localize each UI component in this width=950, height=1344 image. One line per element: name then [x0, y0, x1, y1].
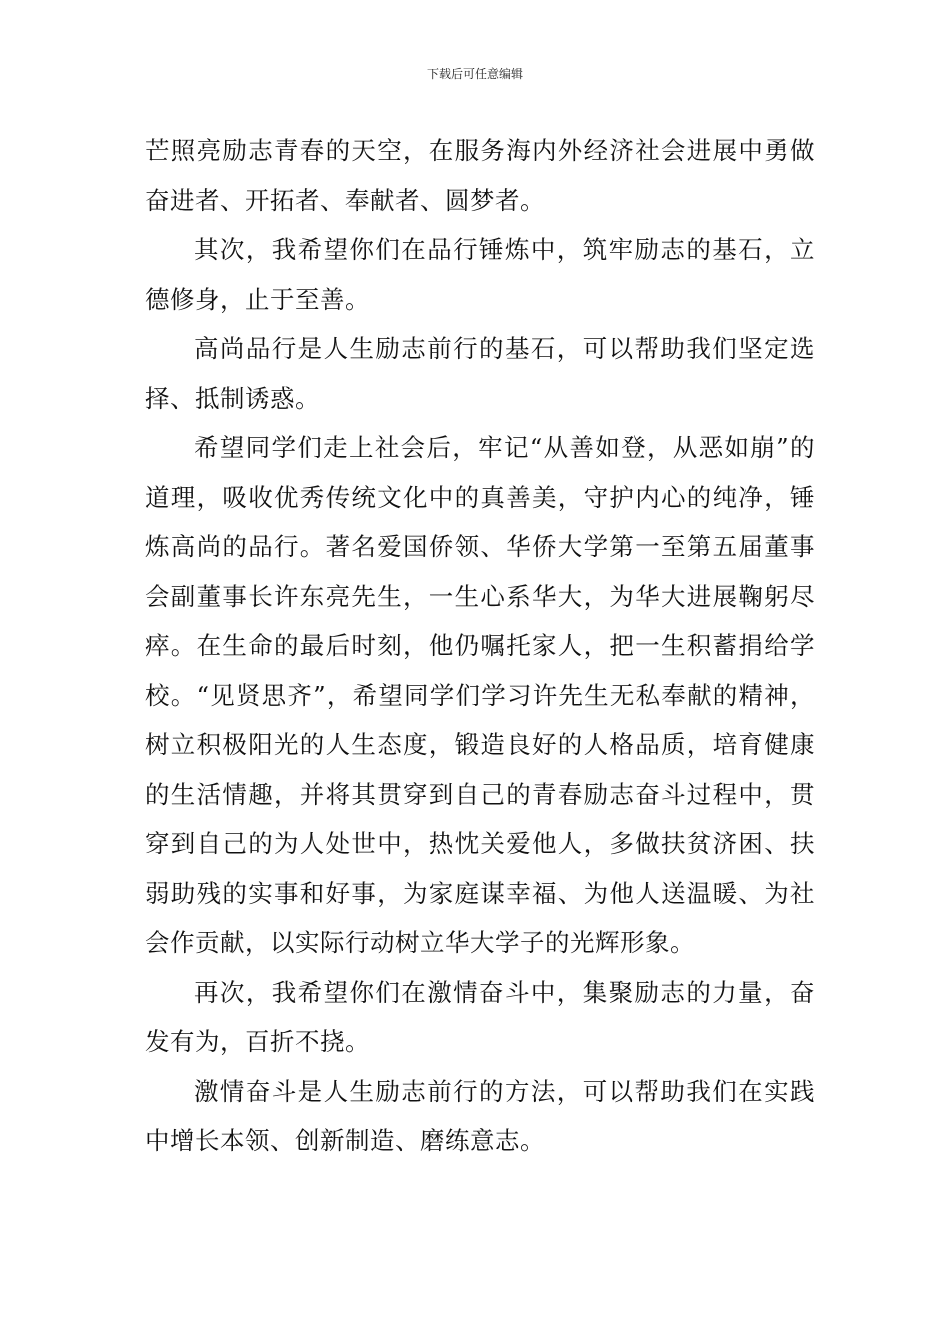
- paragraph-3: 高尚品行是人生励志前行的基石，可以帮助我们坚定选择、抵制诱惑。: [145, 334, 815, 413]
- paragraph-1: 芒照亮励志青春的天空，在服务海内外经济社会进展中勇做奋进者、开拓者、奉献者、圆梦者。: [145, 136, 815, 215]
- paragraph-2: 其次，我希望你们在品行锤炼中，筑牢励志的基石，立德修身，止于至善。: [145, 235, 815, 314]
- paragraph-4: 希望同学们走上社会后，牢记“从善如登，从恶如崩”的道理，吸收优秀传统文化中的真善美，守护内心的纯净，锤炼高尚的品行。著名爱国侨领、华侨大学第一至第五届董事会副董事长许东亮先生，一生心系华大，为华大进展鞠躬尽瘁。在生命的最后时刻，他仍嘱托家人，把一生积蓄捐给学校。“见贤思齐”，希望同学们学习许先生无私奉献的精神，树立积极阳光的人生态度，锻造良好的人格品质，培育健康的生活情趣，并将其贯穿到自己的青春励志奋斗过程中，贯穿到自己的为人处世中，热忱关爱他人，多做扶贫济困、扶弱助残的实事和好事，为家庭谋幸福、为他人送温暖、为社会作贡献，以实际行动树立华大学子的光辉形象。: [145, 433, 815, 957]
- paragraph-5: 再次，我希望你们在激情奋斗中，集聚励志的力量，奋发有为，百折不挠。: [145, 977, 815, 1056]
- page-header-note: 下载后可任意编辑: [426, 67, 523, 81]
- document-body: [145, 126, 815, 1166]
- paragraph-6: 激情奋斗是人生励志前行的方法，可以帮助我们在实践中增长本领、创新制造、磨练意志。: [145, 1076, 815, 1155]
